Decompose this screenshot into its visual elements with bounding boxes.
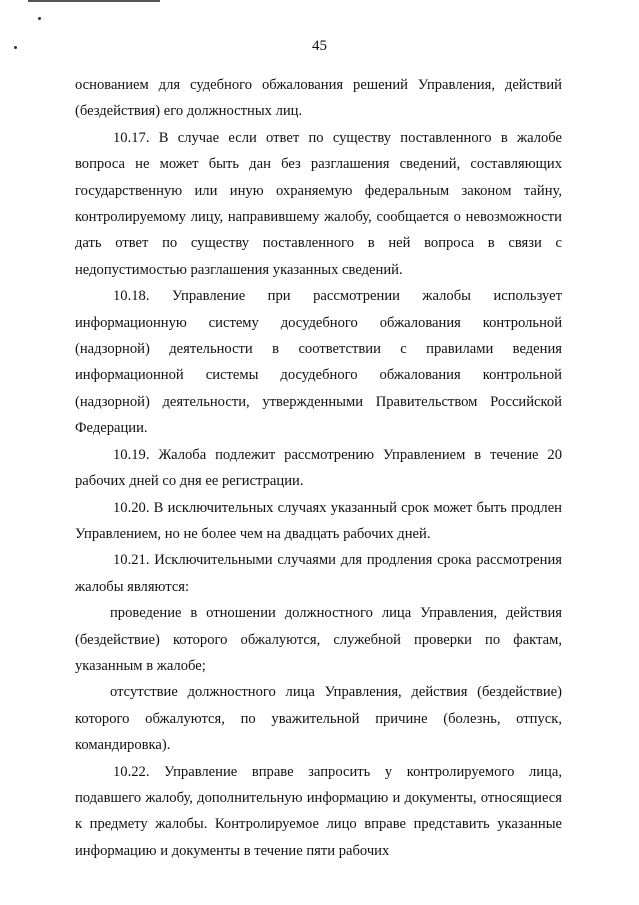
paragraph-10-21: 10.21. Исключительными случаями для продления срока рассмотрения жалобы являются: <box>75 552 562 595</box>
paragraph-10-19: 10.19. Жалоба подлежит рассмотрению Управлением в течение 20 рабочих дней со дня ее регистрации. <box>75 446 562 490</box>
paragraph-10-20: 10.20. В исключительных случаях указанный срок может быть продлен Управлением, но не более чем на двадцать рабочих дней. <box>75 499 562 542</box>
top-rule <box>28 0 160 2</box>
paragraph-case-inspection: проведение в отношении должностного лица Управления, действия (бездействие) которого обжалуются, служебной проверки по фактам, указанным в жалобе; <box>75 605 562 674</box>
paragraph-10-22: 10.22. Управление вправе запросить у контролируемого лица, подавшего жалобу, дополнительную информацию и документы, относящиеся к предмету жалобы. Контролируемое лицо вправе представить указанные информацию и документы в течение пяти рабочих <box>75 763 562 859</box>
document-body <box>75 72 562 864</box>
paragraph-case-absence: отсутствие должностного лица Управления, действия (бездействие) которого обжалуются, по уважительной причине (болезнь, отпуск, командировка). <box>75 684 562 754</box>
paragraph-10-18: 10.18. Управление при рассмотрении жалобы использует информационную систему досудебного обжалования контрольной (надзорной) деятельности в соответствии с правилами ведения информационной системы досудебного обжалования контрольной (надзорной) деятельности, утвержденными Правительством Российской Федерации. <box>75 288 562 437</box>
scan-dot <box>38 17 41 20</box>
page-number: 45 <box>312 38 327 54</box>
paragraph-continuation: основанием для судебного обжалования решений Управления, действий (бездействия) его должностных лиц. <box>75 77 562 120</box>
paragraph-10-17: 10.17. В случае если ответ по существу поставленного в жалобе вопроса не может быть дан без разглашения сведений, составляющих государственную или иную охраняемую федеральным законом тайну, контролируемому лицу, направившему жалобу, сообщается о невозможности дать ответ по существу поставленного в ней вопроса в связи с недопустимостью разглашения указанных сведений. <box>75 129 562 278</box>
